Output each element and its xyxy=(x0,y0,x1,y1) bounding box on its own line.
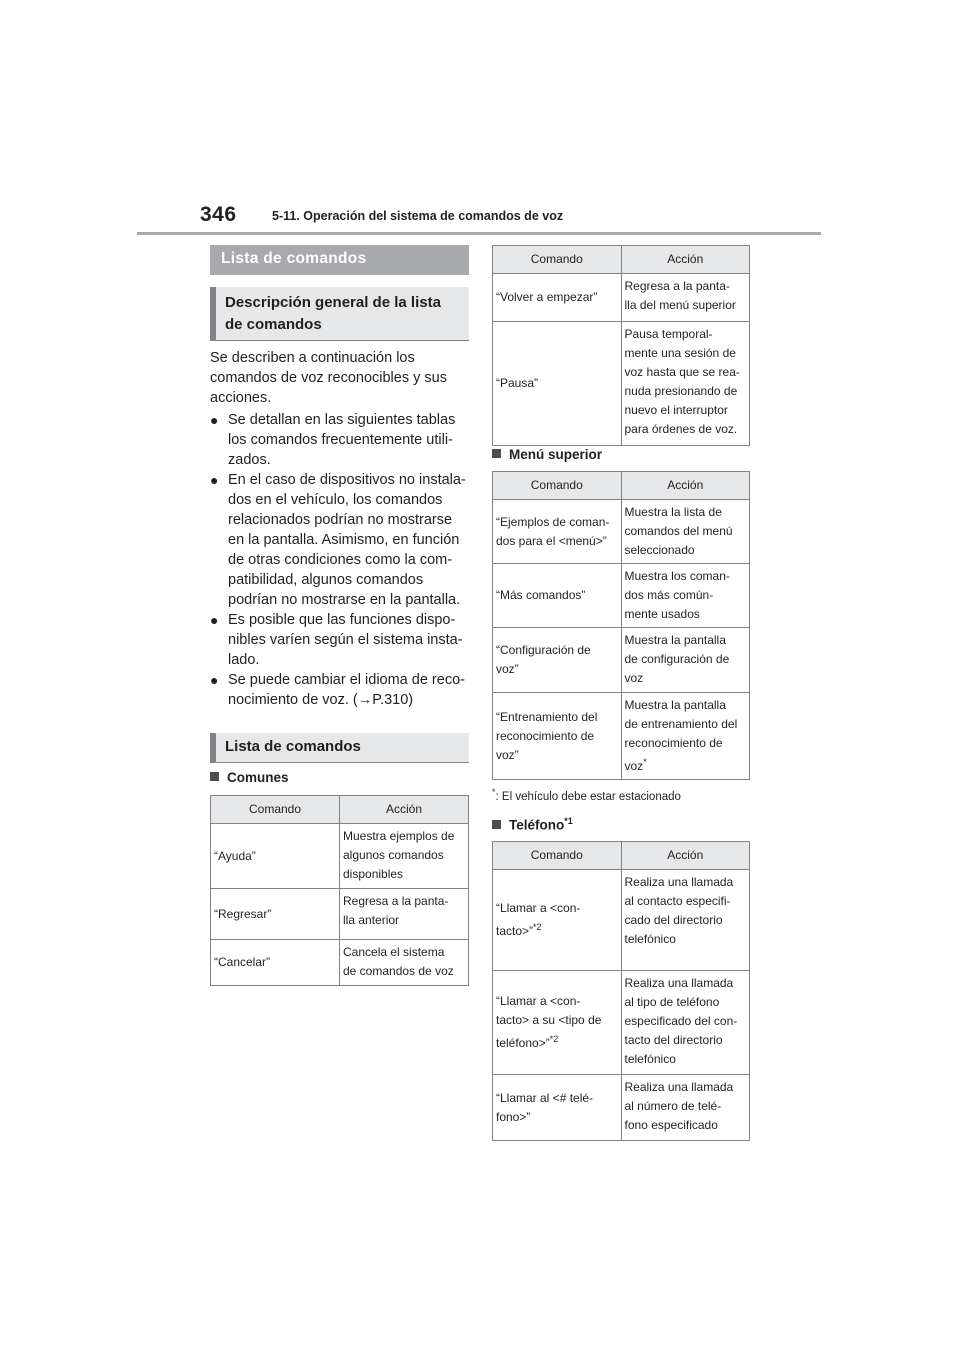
bullet-line: patibilidad, algunos comandos xyxy=(228,572,424,588)
command-cell xyxy=(493,693,622,780)
telefono-footnote-ref: *1 xyxy=(564,816,573,826)
action-line: Regresa a la panta- xyxy=(624,279,730,293)
action-line: para órdenes de voz. xyxy=(624,422,738,436)
bullet-line: lado. xyxy=(228,652,260,668)
command-line: “Pausa” xyxy=(496,376,539,390)
column-header-command: Comando xyxy=(493,842,622,870)
action-line: Muestra la pantalla xyxy=(624,633,726,647)
square-bullet-icon xyxy=(492,820,501,829)
command-cell xyxy=(493,564,622,628)
command-cell xyxy=(493,322,622,446)
action-line: telefónico xyxy=(624,932,676,946)
command-line-wrap xyxy=(496,918,618,941)
action-line: de configuración de xyxy=(624,652,730,666)
action-line: mente usados xyxy=(624,607,700,621)
action-line: Pausa temporal- xyxy=(624,327,713,341)
action-line-text: voz xyxy=(624,759,644,773)
command-line: teléfono>” xyxy=(496,1036,550,1050)
intro-line: acciones. xyxy=(210,390,272,406)
action-cell xyxy=(621,564,750,628)
action-cell xyxy=(621,1075,750,1141)
command-line: dos para el <menú>” xyxy=(496,533,607,548)
command-line: “Volver a empezar” xyxy=(496,290,598,304)
bullet-dot-icon: ● xyxy=(210,412,219,428)
action-line: dos más común- xyxy=(624,588,714,602)
table-row xyxy=(493,274,750,322)
overview-heading-line-2: de comandos xyxy=(225,316,322,333)
action-line: voz xyxy=(624,671,644,685)
continued-table xyxy=(492,245,750,446)
command-cell xyxy=(211,940,340,986)
column-header-command: Comando xyxy=(493,472,622,500)
table-row xyxy=(493,870,750,971)
comunes-table xyxy=(210,795,469,986)
bullet-line: nocimiento de voz. (→P.310) xyxy=(228,692,414,708)
list-heading: Lista de comandos xyxy=(210,733,469,763)
bullet-line: En el caso de dispositivos no instala- xyxy=(228,472,466,488)
page-number: 346 xyxy=(200,203,237,226)
table-header-row xyxy=(211,796,469,824)
bullet-line: zados. xyxy=(228,452,271,468)
comunes-heading xyxy=(210,770,289,785)
column-header-action: Acción xyxy=(621,472,750,500)
table-row xyxy=(493,564,750,628)
bullet-item xyxy=(210,410,472,470)
bullet-dot-icon: ● xyxy=(210,612,219,628)
action-cell xyxy=(621,274,750,322)
bullet-item xyxy=(210,610,472,670)
bullet-dot-icon: ● xyxy=(210,472,219,488)
bullet-line: de otras condiciones como la com- xyxy=(228,552,453,568)
command-line: “Ayuda” xyxy=(214,848,256,863)
table-row xyxy=(211,824,469,889)
overview-heading xyxy=(210,287,469,341)
command-line: tacto>” xyxy=(496,924,534,938)
bullet-dot-icon: ● xyxy=(210,672,219,688)
command-line: “Llamar a <con- xyxy=(496,994,581,1008)
action-line: mente una sesión de xyxy=(624,346,736,360)
action-line: de entrenamiento del xyxy=(624,717,738,731)
action-cell xyxy=(621,628,750,693)
table-header-row xyxy=(493,472,750,500)
action-line: al tipo de teléfono xyxy=(624,995,720,1009)
footnote-text: : El vehículo debe estar estacionado xyxy=(495,790,681,803)
intro-line: Se describen a continuación los xyxy=(210,350,415,366)
comunes-heading-text: Comunes xyxy=(227,770,289,785)
action-line: nuevo el interruptor xyxy=(624,403,728,417)
command-line: “Entrenamiento del xyxy=(496,709,598,724)
action-cell xyxy=(621,500,750,564)
action-line: Realiza una llamada xyxy=(624,976,734,990)
action-line: de comandos de voz xyxy=(343,964,454,978)
column-header-command: Comando xyxy=(211,796,340,824)
column-header-action: Acción xyxy=(340,796,469,824)
intro-paragraph xyxy=(210,348,470,408)
footnote-ref: *2 xyxy=(533,922,542,932)
command-line: “Ejemplos de coman- xyxy=(496,514,610,529)
overview-heading-line-1: Descripción general de la lista xyxy=(225,294,441,311)
action-line: Realiza una llamada xyxy=(624,875,734,889)
telefono-table xyxy=(492,841,750,1141)
bullet-line: relacionados podrían no mostrarse xyxy=(228,512,453,528)
square-bullet-icon xyxy=(492,449,501,458)
table-row xyxy=(493,1075,750,1141)
action-line: Realiza una llamada xyxy=(624,1080,734,1094)
bullet-line: en la pantalla. Asimismo, en función xyxy=(228,532,460,548)
command-line: tacto> a su <tipo de xyxy=(496,1013,602,1027)
action-line: Muestra la pantalla xyxy=(624,698,726,712)
footnote-ref: * xyxy=(643,757,647,767)
telefono-heading-text: Teléfono xyxy=(509,817,565,833)
action-line: tacto del directorio xyxy=(624,1033,723,1047)
command-line: “Llamar a <con- xyxy=(496,901,581,915)
telefono-heading xyxy=(492,816,573,833)
column-header-action: Acción xyxy=(621,246,750,274)
action-line: nuda presionando de xyxy=(624,384,738,398)
action-cell xyxy=(340,940,469,986)
action-line: Regresa a la panta- xyxy=(343,894,449,908)
command-cell xyxy=(493,274,622,322)
command-cell xyxy=(211,889,340,940)
command-line: voz” xyxy=(496,662,519,676)
action-line: especificado del con- xyxy=(624,1014,738,1028)
action-line: Muestra la lista de xyxy=(624,505,722,519)
footnote xyxy=(492,787,681,803)
command-cell xyxy=(493,500,622,564)
action-line: voz hasta que se rea- xyxy=(624,365,740,379)
action-cell xyxy=(621,971,750,1075)
menu-superior-heading-text: Menú superior xyxy=(509,447,603,462)
command-line: “Cancelar” xyxy=(214,955,271,969)
bullet-line: Se detallan en las siguientes tablas xyxy=(228,412,456,428)
table-row xyxy=(493,693,750,780)
menu-superior-heading xyxy=(492,447,602,462)
command-line: “Llamar al <# telé- xyxy=(496,1090,594,1105)
action-line: al contacto especifi- xyxy=(624,894,731,908)
action-line: comandos del menú xyxy=(624,524,733,538)
command-line-wrap xyxy=(496,1030,618,1053)
table-row xyxy=(211,940,469,986)
action-line: Muestra los coman- xyxy=(624,569,730,583)
command-cell xyxy=(493,870,622,971)
square-bullet-icon xyxy=(210,772,219,781)
menu-superior-table xyxy=(492,471,750,780)
action-line: lla anterior xyxy=(343,913,400,927)
column-header-action: Acción xyxy=(621,842,750,870)
action-line: Muestra ejemplos de xyxy=(343,829,455,843)
action-line: disponibles xyxy=(343,867,404,881)
bullet-item xyxy=(210,470,472,610)
action-line: telefónico xyxy=(624,1052,676,1066)
header-divider xyxy=(137,232,821,235)
command-line: fono>” xyxy=(496,1109,531,1124)
action-cell xyxy=(621,870,750,971)
main-title: Lista de comandos xyxy=(210,245,469,275)
bullet-line: los comandos frecuentemente utili- xyxy=(228,432,453,448)
bullet-line: podrían no mostrarse en la pantalla. xyxy=(228,592,461,608)
action-cell xyxy=(340,889,469,940)
action-cell xyxy=(340,824,469,889)
action-cell xyxy=(621,322,750,446)
table-row xyxy=(211,889,469,940)
action-line: lla del menú superior xyxy=(624,298,736,312)
command-cell xyxy=(493,628,622,693)
table-row xyxy=(493,971,750,1075)
bullet-line: Es posible que las funciones dispo- xyxy=(228,612,456,628)
intro-line: comandos de voz reconocibles y sus xyxy=(210,370,447,386)
section-title: 5-11. Operación del sistema de comandos de voz xyxy=(272,209,564,223)
action-line: reconocimiento de xyxy=(624,736,723,750)
command-cell xyxy=(211,824,340,889)
command-cell xyxy=(493,1075,622,1141)
bullet-item xyxy=(210,670,472,710)
table-row xyxy=(493,322,750,446)
command-line: reconocimiento de xyxy=(496,728,595,743)
command-line: “Más comandos” xyxy=(496,588,586,602)
action-line: seleccionado xyxy=(624,543,695,557)
command-line: “Configuración de xyxy=(496,643,591,657)
command-line: “Regresar” xyxy=(214,906,272,921)
command-cell xyxy=(493,971,622,1075)
action-cell xyxy=(621,693,750,780)
action-line: fono especificado xyxy=(624,1118,718,1132)
bullet-line: dos en el vehículo, los comandos xyxy=(228,492,443,508)
bullet-line: nibles varíen según el sistema insta- xyxy=(228,632,463,648)
column-header-command: Comando xyxy=(493,246,622,274)
bullet-line: Se puede cambiar el idioma de reco- xyxy=(228,672,465,688)
footnote-mark: * xyxy=(492,787,496,797)
action-line: Cancela el sistema xyxy=(343,945,445,959)
command-line: voz” xyxy=(496,747,519,762)
footnote-ref: *2 xyxy=(549,1034,559,1044)
action-line xyxy=(625,753,747,776)
action-line: cado del directorio xyxy=(624,913,723,927)
action-line: al número de telé- xyxy=(624,1099,722,1113)
table-header-row xyxy=(493,246,750,274)
action-line: algunos comandos xyxy=(343,848,444,862)
table-row xyxy=(493,628,750,693)
table-header-row xyxy=(493,842,750,870)
table-row xyxy=(493,500,750,564)
